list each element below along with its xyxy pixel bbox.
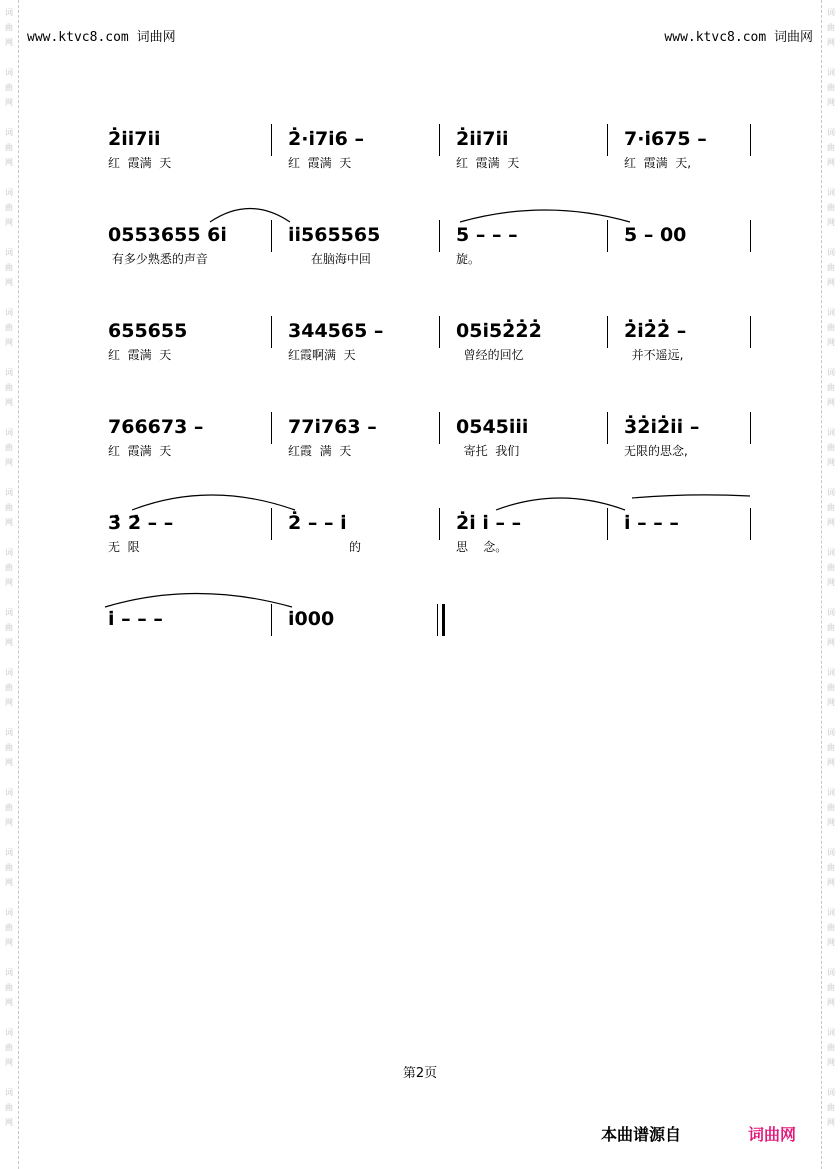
measure-lyrics: 有多少熟悉的声音 (108, 252, 208, 266)
watermark-glyph: 词 (827, 128, 835, 137)
watermark-glyph: 网 (827, 278, 835, 287)
watermark-glyph: 网 (827, 818, 835, 827)
measure-notes: 5 – 00 (624, 224, 687, 246)
slur-row2-b (460, 210, 630, 222)
slur-row5-a (132, 495, 295, 510)
watermark-glyph: 网 (5, 638, 13, 647)
measure-lyrics: 红 霞满 天, (624, 156, 692, 170)
watermark-glyph: 词 (5, 848, 13, 857)
watermark-glyph: 网 (5, 398, 13, 407)
watermark-glyph: 网 (5, 938, 13, 947)
watermark-glyph: 网 (5, 158, 13, 167)
watermark-glyph: 词 (5, 608, 13, 617)
watermark-glyph: 曲 (5, 623, 13, 632)
measure-notes: 0545i̇i̇i̇ (456, 416, 529, 438)
site-header-right[interactable]: www.ktvc8.com 词曲网 (664, 30, 813, 45)
measure-notes: 2̇i̇i̇7i̇i̇ (108, 128, 161, 150)
measure-notes: 344565 – (288, 320, 384, 342)
measure-notes: 3̇ 2̇ – – (108, 512, 174, 534)
watermark-glyph: 曲 (5, 1103, 13, 1112)
watermark-glyph: 网 (827, 398, 835, 407)
watermark-glyph: 词 (5, 668, 13, 677)
watermark-glyph: 曲 (827, 563, 835, 572)
watermark-glyph: 网 (827, 38, 835, 47)
watermark-glyph: 词 (827, 788, 835, 797)
measure-lyrics: 的 (288, 540, 362, 554)
measure-lyrics: 在脑海中回 (288, 252, 371, 266)
watermark-glyph: 网 (5, 338, 13, 347)
watermark-glyph: 网 (827, 338, 835, 347)
watermark-glyph: 词 (827, 368, 835, 377)
watermark-glyph: 网 (827, 938, 835, 947)
measure-notes: 5 – – – (456, 224, 518, 246)
watermark-glyph: 词 (5, 248, 13, 257)
measure-lyrics: 并不遥远, (624, 348, 684, 362)
watermark-glyph: 词 (5, 908, 13, 917)
measure-lyrics: 红 霞满 天 (108, 348, 172, 362)
measure-notes: 77i̇763 – (288, 416, 377, 438)
measure-notes: 05i̇52̇2̇2̇ (456, 320, 542, 342)
measure-notes: i̇ – – – (108, 608, 163, 630)
watermark-glyph: 曲 (827, 923, 835, 932)
watermark-glyph: 曲 (827, 1103, 835, 1112)
watermark-glyph: 曲 (5, 563, 13, 572)
watermark-glyph: 网 (827, 518, 835, 527)
measure-notes: 2̇ – – i̇ (288, 512, 347, 534)
watermark-glyph: 词 (827, 188, 835, 197)
measure-notes: 7·i̇675 – (624, 128, 707, 150)
watermark-glyph: 曲 (5, 803, 13, 812)
watermark-glyph: 曲 (827, 143, 835, 152)
watermark-glyph: 曲 (5, 743, 13, 752)
watermark-glyph: 词 (827, 308, 835, 317)
watermark-glyph: 曲 (5, 443, 13, 452)
measure-lyrics: 无限的思念, (624, 444, 688, 458)
watermark-glyph: 曲 (827, 803, 835, 812)
measure-lyrics: 无 限 (108, 540, 140, 554)
measure-lyrics: 思 念。 (456, 540, 508, 554)
watermark-glyph: 词 (5, 548, 13, 557)
watermark-glyph: 词 (827, 8, 835, 17)
watermark-glyph: 网 (827, 698, 835, 707)
measure-lyrics: 曾经的回忆 (456, 348, 524, 362)
watermark-glyph: 曲 (827, 263, 835, 272)
measure-lyrics: 寄托 我们 (456, 444, 520, 458)
watermark-glyph: 词 (827, 548, 835, 557)
measure-lyrics: 红霞啊满 天 (288, 348, 356, 362)
watermark-glyph: 词 (827, 608, 835, 617)
watermark-glyph: 曲 (5, 323, 13, 332)
watermark-glyph: 网 (827, 98, 835, 107)
watermark-glyph: 曲 (827, 203, 835, 212)
watermark-glyph: 网 (827, 878, 835, 887)
watermark-glyph: 词 (827, 848, 835, 857)
watermark-glyph: 曲 (5, 263, 13, 272)
watermark-glyph: 曲 (5, 1043, 13, 1052)
watermark-glyph: 曲 (827, 23, 835, 32)
watermark-glyph: 曲 (5, 503, 13, 512)
watermark-glyph: 网 (5, 278, 13, 287)
watermark-glyph: 网 (827, 638, 835, 647)
watermark-glyph: 曲 (5, 683, 13, 692)
watermark-glyph: 网 (5, 1118, 13, 1127)
watermark-glyph: 词 (5, 68, 13, 77)
watermark-glyph: 网 (827, 158, 835, 167)
measure-notes: 2̇·i̇7i̇6 – (288, 128, 365, 150)
watermark-glyph: 网 (5, 818, 13, 827)
watermark-glyph: 曲 (5, 863, 13, 872)
measure-notes: 2̇i̇ i̇ – – (456, 512, 522, 534)
watermark-glyph: 词 (827, 968, 835, 977)
watermark-glyph: 词 (827, 488, 835, 497)
site-header-left[interactable]: www.ktvc8.com 词曲网 (27, 30, 176, 45)
watermark-glyph: 曲 (827, 863, 835, 872)
watermark-glyph: 网 (5, 758, 13, 767)
watermark-glyph: 词 (5, 428, 13, 437)
measure-lyrics: 旋。 (456, 252, 481, 266)
watermark-glyph: 网 (5, 458, 13, 467)
watermark-glyph: 网 (5, 38, 13, 47)
watermark-glyph: 网 (5, 878, 13, 887)
measure-lyrics: 红 霞满 天 (456, 156, 520, 170)
measure-notes: 766673 – (108, 416, 204, 438)
slur-row5-b (496, 498, 625, 510)
measure-lyrics: 红霞 满 天 (288, 444, 352, 458)
page-number: 第2页 (402, 1066, 438, 1081)
watermark-glyph: 网 (5, 698, 13, 707)
measure-lyrics: 红 霞满 天 (288, 156, 352, 170)
brand-link[interactable]: 词曲网 (748, 1125, 797, 1144)
measure-notes: 2̇i̇2̇2̇ – (624, 320, 687, 342)
slur-row2-a (210, 209, 290, 223)
watermark-glyph: 词 (5, 308, 13, 317)
watermark-glyph: 网 (827, 758, 835, 767)
watermark-glyph: 网 (827, 218, 835, 227)
watermark-glyph: 词 (827, 908, 835, 917)
watermark-glyph: 网 (5, 578, 13, 587)
watermark-glyph: 词 (5, 188, 13, 197)
watermark-glyph: 曲 (827, 1043, 835, 1052)
measure-notes: 655655 (108, 320, 188, 342)
watermark-glyph: 曲 (827, 323, 835, 332)
measure-notes: 2̇i̇i̇7i̇i̇ (456, 128, 509, 150)
watermark-glyph: 曲 (827, 743, 835, 752)
measure-notes: i̇ – – – (624, 512, 679, 534)
watermark-glyph: 曲 (827, 623, 835, 632)
watermark-glyph: 词 (5, 368, 13, 377)
watermark-glyph: 网 (827, 998, 835, 1007)
measure-notes: 0553655 6i̇ (108, 224, 227, 246)
watermark-glyph: 网 (827, 1058, 835, 1067)
watermark-glyph: 曲 (5, 23, 13, 32)
watermark-glyph: 曲 (827, 983, 835, 992)
watermark-glyph: 词 (5, 968, 13, 977)
measure-notes: 3̇2̇i̇2̇i̇i̇ – (624, 416, 700, 438)
watermark-glyph: 词 (827, 428, 835, 437)
watermark-glyph: 网 (827, 458, 835, 467)
measure-lyrics: 红 霞满 天 (108, 156, 172, 170)
watermark-glyph: 曲 (827, 83, 835, 92)
watermark-glyph: 词 (5, 1088, 13, 1097)
measure-notes: i̇i̇565565 (288, 224, 381, 246)
watermark-glyph: 网 (827, 578, 835, 587)
watermark-glyph: 曲 (827, 383, 835, 392)
slur-row5-c (632, 495, 750, 498)
watermark-glyph: 曲 (827, 683, 835, 692)
watermark-glyph: 词 (5, 488, 13, 497)
watermark-glyph: 曲 (5, 203, 13, 212)
watermark-glyph: 词 (5, 728, 13, 737)
watermark-glyph: 曲 (827, 443, 835, 452)
watermark-glyph: 曲 (5, 143, 13, 152)
watermark-glyph: 词 (827, 248, 835, 257)
watermark-glyph: 网 (5, 218, 13, 227)
watermark-glyph: 曲 (5, 923, 13, 932)
watermark-glyph: 网 (5, 98, 13, 107)
source-label: 本曲谱源自 (601, 1125, 682, 1144)
watermark-glyph: 网 (5, 998, 13, 1007)
watermark-glyph: 曲 (827, 503, 835, 512)
watermark-glyph: 词 (5, 1028, 13, 1037)
watermark-glyph: 词 (827, 1028, 835, 1037)
measure-lyrics: 红 霞满 天 (108, 444, 172, 458)
watermark-glyph: 网 (827, 1118, 835, 1127)
watermark-glyph: 曲 (5, 83, 13, 92)
watermark-glyph: 词 (5, 788, 13, 797)
watermark-glyph: 网 (5, 518, 13, 527)
watermark-glyph: 词 (827, 728, 835, 737)
watermark-glyph: 词 (827, 668, 835, 677)
watermark-glyph: 词 (827, 1088, 835, 1097)
watermark-glyph: 曲 (5, 383, 13, 392)
watermark-glyph: 词 (5, 128, 13, 137)
watermark-glyph: 曲 (5, 983, 13, 992)
measure-notes: i̇000 (288, 608, 335, 630)
watermark-glyph: 词 (827, 68, 835, 77)
watermark-glyph: 网 (5, 1058, 13, 1067)
slur-row6 (105, 594, 292, 608)
watermark-glyph: 词 (5, 8, 13, 17)
